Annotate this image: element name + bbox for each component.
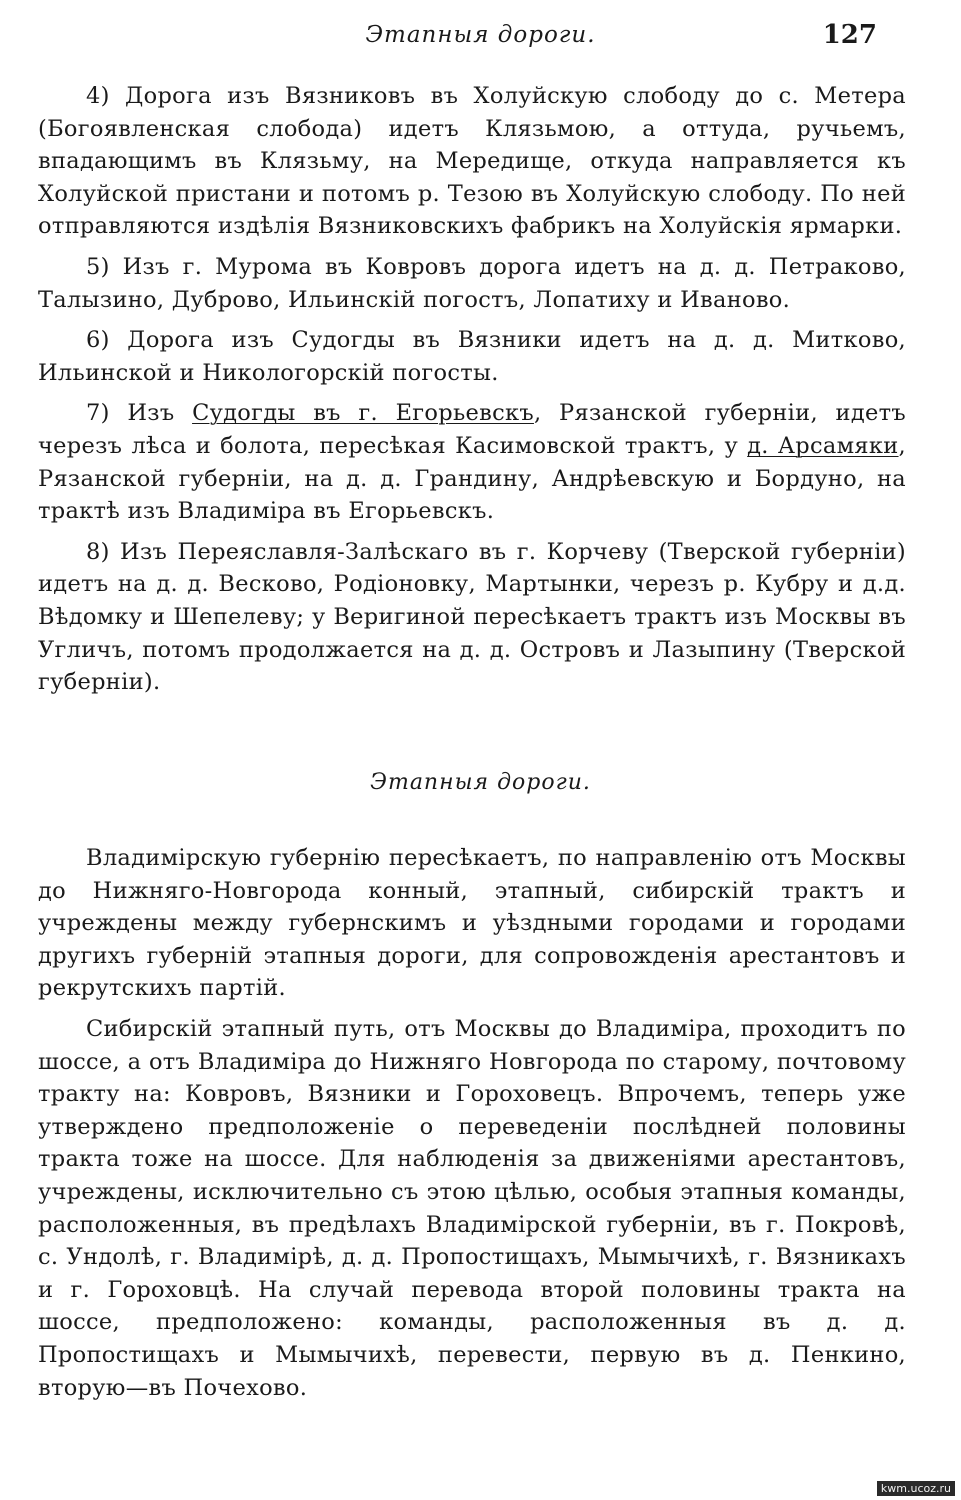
section-paragraph-2: Сибирскій этапный путь, отъ Москвы до Владиміра, проходитъ по шоссе, а отъ Владиміра до Нижняго Новгорода по старому, почтовому тракту на: Ковровъ, Вязники и Гороховецъ. Впрочемъ, теперь уже утверждено предположеніе о переведеніи послѣдней половины тракта тоже на шоссе. Для наблюденія за движеніями арестантовъ, учреждены, исключительно съ этою цѣлью, особыя этапныя команды, расположенныя, въ предѣлахъ Владимірской губерніи, въ г. Покровѣ, с. Ундолѣ, г. Владимірѣ, д. д. Пропостищахъ, Мымычихѣ, г. Вязникахъ и г. Гороховцѣ. На случай перевода второй половины тракта на шоссе, предположено: команды, расположенныя въ д. д. Пропостищахъ и Мымычихѣ, перевести, первую въ д. Пенкино, вторую—въ Почехово.: [38, 1015, 906, 1401]
road-paragraph-5: 5) Изъ г. Мурома въ Ковровъ дорога идетъ на д. д. Петраково, Талызино, Дуброво, Ильинскій погостъ, Лопатиху и Иваново.: [38, 253, 906, 313]
road-7-underlined-route: Судогды въ г. Егорьевскъ: [192, 400, 534, 427]
site-watermark: kwm.ucoz.ru: [877, 1481, 955, 1496]
road-paragraph-6: 6) Дорога изъ Судогды въ Вязники идетъ на д. д. Митково, Ильинской и Никологорскій погосты.: [38, 327, 906, 386]
road-7-text-middle: , Рязанской губерніи, идетъ черезъ лѣса и болота, пересѣкая Касимовской трактъ, у: [38, 400, 906, 459]
roads-list: [38, 80, 906, 707]
road-paragraph-4: 4) Дорога изъ Вязниковъ въ Холуйскую слободу до с. Метера (Богоявленская слобода) идетъ Клязьмою, а оттуда, ручьемъ, впадающимъ въ Клязьму, на Мередище, откуда направляется къ Холуйской пристани и потомъ р. Тезою въ Холуйскую слободу. По ней отправляются издѣлія Вязниковскихъ фабрикъ на Холуйскія ярмарки.: [38, 83, 906, 240]
road-7-underlined-village: д. Арсамяки: [747, 432, 899, 459]
road-7-text-start: 7) Изъ: [86, 400, 193, 427]
section-heading: Этапныя дороги.: [370, 770, 591, 795]
section-paragraph-1: Владимірскую губернію пересѣкаетъ, по направленію отъ Москвы до Нижняго-Новгорода конный, этапный, сибирскій трактъ и учреждены между губернскимъ и уѣздными городами и городами другихъ губерній этапныя дороги, для сопровожденія арестантовъ и рекрутскихъ партій.: [38, 845, 906, 1002]
road-7-text-end: , Рязанской губерніи, на д. д. Грандину, Андрѣевскую и Бордуно, на трактѣ изъ Владиміра въ Егорьевскъ.: [38, 432, 906, 525]
running-head: [40, 18, 921, 54]
page-number: 127: [822, 20, 877, 50]
running-title: Этапныя дороги.: [365, 22, 596, 48]
road-paragraph-7: [38, 397, 906, 527]
section-body: [38, 842, 906, 1412]
road-paragraph-8: 8) Изъ Переяславля-Залѣскаго въ г. Корчеву (Тверской губерніи) идетъ на д. д. Весково, Родіоновку, Мартынки, черезъ р. Кубру и д.д. Вѣдомку и Шепелеву; у Веригиной пересѣкаетъ трактъ изъ Москвы въ Угличъ, потомъ продолжается на д. д. Островъ и Лазыпину (Тверской губерніи).: [38, 538, 906, 696]
